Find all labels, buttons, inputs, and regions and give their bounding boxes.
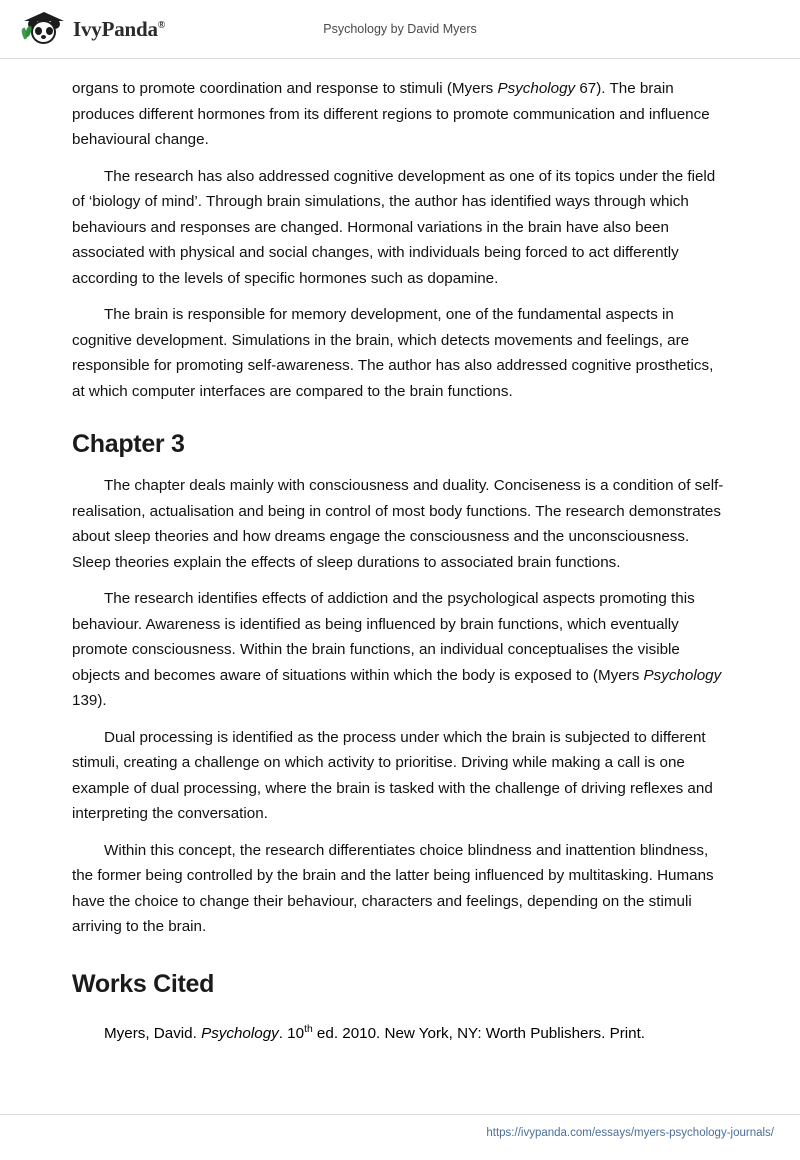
header-divider bbox=[0, 58, 800, 59]
text-run: The chapter deals mainly with consciousness and duality. Conciseness is a condition of self-realisation, actualisation and being in control of most body functions. The research demonstrates about sleep theories and how dreams engage the consciousness and the unconsciousness. Sleep theories explain the effects of sleep durations to associated brain functions. bbox=[72, 477, 724, 571]
body-paragraph bbox=[72, 302, 728, 404]
text-run: The research has also addressed cognitive development as one of its topics under the field of ‘biology of mind’. Through brain simulations, the author has identified ways through which behaviours and responses are changed. Hormonal variations in the brain have also been associated with physical and social changes, with individuals being forced to act differently according to the levels of specific hormones such as dopamine. bbox=[72, 167, 716, 287]
chapter-heading: Chapter 3 bbox=[72, 430, 185, 458]
body-paragraph bbox=[72, 473, 728, 575]
body-paragraph bbox=[72, 725, 728, 827]
body-paragraph bbox=[72, 76, 728, 153]
text-run: organs to promote coordination and response to stimuli (Myers bbox=[72, 80, 498, 97]
page-title: Psychology by David Myers bbox=[323, 22, 477, 36]
text-run: 139). bbox=[72, 692, 107, 709]
text-run: The research identifies effects of addiction and the psychological aspects promoting this behaviour. Awareness is identified as being influenced by brain functions, which eventually promote consciousness. Within the brain functions, an individual conceptualises the visible objects and becomes aware of situations within which the body is exposed to (Myers bbox=[72, 590, 695, 684]
reference-entry bbox=[72, 1017, 728, 1047]
site-logo[interactable] bbox=[22, 10, 165, 48]
panda-graduation-cap-icon bbox=[22, 10, 66, 48]
registered-mark: ® bbox=[157, 19, 166, 31]
paragraph-group-top bbox=[72, 76, 728, 404]
body-paragraph bbox=[72, 586, 728, 714]
body-paragraph bbox=[72, 838, 728, 940]
italic-text: Psychology bbox=[497, 80, 576, 97]
text-run: ed. 2010. New York, NY: Worth Publishers. Print. bbox=[312, 1024, 646, 1042]
text-run: Dual processing is identified as the process under which the brain is subjected to different stimuli, creating a challenge on which activity to prioritise. Driving while making a call is one example of dual processing, where the brain is tasked with the challenge of driving reflexes and interpreting the conversation. bbox=[72, 728, 713, 822]
page-header bbox=[0, 0, 800, 58]
document-body bbox=[0, 58, 800, 1046]
page-footer bbox=[0, 1114, 800, 1160]
text-run: The brain is responsible for memory development, one of the fundamental aspects in cognitive development. Simulations in the brain, which detects movements and feelings, are responsible for promoting self-awareness. The author has also addressed cognitive prosthetics, at which computer interfaces are compared to the brain functions. bbox=[72, 306, 714, 400]
italic-text: Psychology bbox=[201, 1024, 279, 1042]
footer-divider bbox=[0, 1114, 800, 1115]
italic-text: Psychology bbox=[643, 666, 722, 684]
reference-list bbox=[72, 1017, 728, 1047]
source-url-link[interactable]: https://ivypanda.com/essays/myers-psychology-journals/ bbox=[486, 1127, 774, 1139]
brand-name-text: IvyPanda bbox=[73, 16, 158, 41]
text-run: Within this concept, the research differentiates choice blindness and inattention blindness, the former being controlled by the brain and the latter being influenced by multitasking. Humans have the choice to change their behaviour, characters and feelings, depending on the stimuli arriving to the brain. bbox=[72, 841, 714, 935]
text-run: Myers, David. bbox=[104, 1024, 202, 1042]
paragraph-group-chapter bbox=[72, 473, 728, 940]
text-run: 67). The brain produces different hormones from its different regions to promote communication and influence behavioural change. bbox=[72, 80, 710, 148]
superscript-text: th bbox=[304, 1023, 313, 1035]
body-paragraph bbox=[72, 164, 728, 292]
works-cited-heading: Works Cited bbox=[72, 969, 215, 998]
brand-name bbox=[73, 17, 165, 42]
text-run: . 10 bbox=[278, 1024, 305, 1042]
